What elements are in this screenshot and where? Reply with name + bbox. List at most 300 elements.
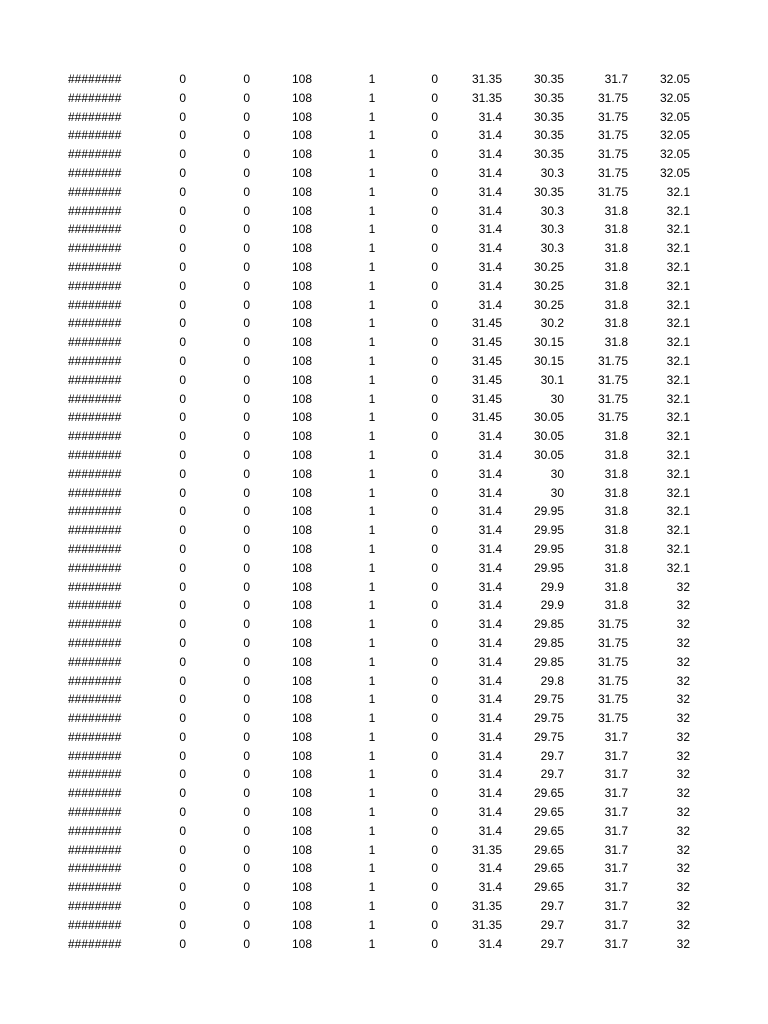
table-cell: 0	[243, 316, 250, 331]
table-cell: 31.8	[604, 579, 628, 594]
table-cell: 30.3	[540, 222, 564, 237]
table-cell: 0	[431, 222, 438, 237]
table-cell: 0	[431, 861, 438, 876]
table-cell: 29.9	[540, 579, 564, 594]
table-cell: 30.1	[540, 372, 564, 387]
table-cell: 0	[179, 541, 186, 556]
table-row	[0, 634, 768, 653]
table-cell: 31.4	[478, 936, 502, 951]
table-cell: 30.3	[540, 165, 564, 180]
table-cell: 0	[243, 523, 250, 538]
table-cell: 31.4	[478, 278, 502, 293]
table-row	[0, 427, 768, 446]
table-cell: 108	[291, 899, 313, 914]
table-cell: 0	[243, 222, 250, 237]
table-cell: 0	[179, 523, 186, 538]
table-cell: 0	[431, 410, 438, 425]
table-cell: 0	[243, 673, 250, 688]
table-cell: 1	[368, 504, 376, 519]
table-row	[0, 164, 768, 183]
table-cell: 31.75	[597, 711, 628, 726]
table-row	[0, 803, 768, 822]
table-cell: 0	[179, 673, 186, 688]
table-cell: 0	[431, 109, 438, 124]
table-cell: 0	[431, 165, 438, 180]
table-cell: 32.05	[659, 165, 690, 180]
table-cell: 32	[676, 748, 690, 763]
table-cell: 0	[431, 429, 438, 444]
table-cell: 108	[291, 391, 313, 406]
table-cell: 1	[368, 128, 376, 143]
table-cell: 31.4	[478, 128, 502, 143]
table-cell: 0	[431, 447, 438, 462]
overflow-date-cell: ########	[68, 410, 122, 425]
table-cell: 0	[179, 147, 186, 162]
table-cell: 0	[243, 880, 250, 895]
table-cell: 0	[243, 184, 250, 199]
table-cell: 31.75	[597, 109, 628, 124]
table-cell: 0	[179, 504, 186, 519]
table-cell: 32	[676, 805, 690, 820]
table-cell: 0	[179, 278, 186, 293]
table-cell: 0	[243, 711, 250, 726]
table-cell: 32.1	[666, 447, 690, 462]
table-cell: 0	[179, 729, 186, 744]
table-cell: 108	[291, 560, 313, 575]
table-cell: 0	[243, 278, 250, 293]
table-cell: 0	[431, 541, 438, 556]
table-cell: 108	[291, 861, 313, 876]
table-cell: 32.05	[659, 128, 690, 143]
table-cell: 0	[179, 692, 186, 707]
table-row	[0, 935, 768, 954]
table-row	[0, 239, 768, 258]
table-cell: 0	[179, 560, 186, 575]
table-cell: 0	[179, 654, 186, 669]
table-cell: 108	[291, 72, 313, 86]
table-cell: 31.75	[597, 617, 628, 632]
table-cell: 31.4	[478, 147, 502, 162]
table-cell: 108	[291, 748, 313, 763]
table-cell: 0	[431, 372, 438, 387]
table-cell: 1	[368, 711, 376, 726]
table-cell: 0	[243, 353, 250, 368]
table-row	[0, 202, 768, 221]
table-cell: 31.7	[604, 899, 628, 914]
table-row	[0, 709, 768, 728]
overflow-date-cell: ########	[68, 90, 122, 105]
overflow-date-cell: ########	[68, 391, 122, 406]
table-cell: 0	[243, 617, 250, 632]
table-cell: 31.7	[604, 880, 628, 895]
table-cell: 108	[291, 711, 313, 726]
table-cell: 31.4	[478, 297, 502, 312]
table-cell: 32.1	[666, 316, 690, 331]
table-cell: 31.75	[597, 654, 628, 669]
table-cell: 0	[179, 90, 186, 105]
table-cell: 31.8	[604, 203, 628, 218]
table-cell: 29.7	[540, 767, 564, 782]
table-row	[0, 70, 768, 89]
table-cell: 31.4	[478, 203, 502, 218]
table-cell: 30.35	[533, 147, 564, 162]
table-cell: 31.4	[478, 805, 502, 820]
table-cell: 1	[368, 617, 376, 632]
table-cell: 1	[368, 372, 376, 387]
table-cell: 0	[243, 203, 250, 218]
table-row	[0, 183, 768, 202]
table-row	[0, 89, 768, 108]
table-cell: 1	[368, 541, 376, 556]
table-cell: 108	[291, 90, 313, 105]
table-cell: 108	[291, 372, 313, 387]
table-cell: 0	[179, 861, 186, 876]
table-cell: 32	[676, 786, 690, 801]
table-cell: 0	[431, 72, 438, 86]
table-cell: 1	[368, 466, 376, 481]
table-cell: 31.8	[604, 316, 628, 331]
table-cell: 0	[179, 72, 186, 86]
table-row	[0, 333, 768, 352]
table-cell: 108	[291, 767, 313, 782]
table-cell: 1	[368, 184, 376, 199]
table-cell: 1	[368, 278, 376, 293]
table-cell: 0	[243, 541, 250, 556]
table-cell: 1	[368, 316, 376, 331]
table-cell: 31.4	[478, 259, 502, 274]
table-cell: 31.75	[597, 635, 628, 650]
table-cell: 32.1	[666, 222, 690, 237]
overflow-date-cell: ########	[68, 560, 122, 575]
table-cell: 31.75	[597, 147, 628, 162]
table-cell: 0	[243, 504, 250, 519]
table-cell: 1	[368, 767, 376, 782]
table-cell: 31.75	[597, 165, 628, 180]
overflow-date-cell: ########	[68, 523, 122, 538]
table-cell: 1	[368, 692, 376, 707]
table-row	[0, 672, 768, 691]
table-cell: 32.1	[666, 372, 690, 387]
table-cell: 0	[179, 786, 186, 801]
table-row	[0, 728, 768, 747]
table-cell: 0	[243, 147, 250, 162]
table-cell: 30.25	[533, 259, 564, 274]
table-cell: 0	[179, 165, 186, 180]
table-cell: 32	[676, 579, 690, 594]
overflow-date-cell: ########	[68, 748, 122, 763]
table-cell: 32	[676, 617, 690, 632]
table-cell: 1	[368, 899, 376, 914]
table-cell: 0	[179, 203, 186, 218]
table-cell: 31.35	[471, 72, 502, 86]
table-row	[0, 559, 768, 578]
table-row	[0, 371, 768, 390]
table-cell: 0	[179, 391, 186, 406]
table-row	[0, 596, 768, 615]
table-cell: 0	[243, 729, 250, 744]
table-cell: 108	[291, 222, 313, 237]
table-cell: 30.3	[540, 203, 564, 218]
table-cell: 0	[179, 485, 186, 500]
table-cell: 31.75	[597, 391, 628, 406]
table-cell: 108	[291, 241, 313, 256]
table-cell: 0	[431, 560, 438, 575]
table-cell: 32	[676, 598, 690, 613]
overflow-date-cell: ########	[68, 917, 122, 932]
overflow-date-cell: ########	[68, 899, 122, 914]
table-cell: 29.7	[540, 748, 564, 763]
table-cell: 1	[368, 410, 376, 425]
table-cell: 31.4	[478, 447, 502, 462]
table-cell: 0	[431, 692, 438, 707]
table-cell: 0	[179, 222, 186, 237]
overflow-date-cell: ########	[68, 165, 122, 180]
table-cell: 1	[368, 485, 376, 500]
table-cell: 32.1	[666, 278, 690, 293]
table-cell: 108	[291, 523, 313, 538]
table-cell: 31.4	[478, 523, 502, 538]
table-cell: 0	[179, 316, 186, 331]
table-cell: 0	[243, 654, 250, 669]
table-cell: 31.7	[604, 748, 628, 763]
table-cell: 0	[179, 917, 186, 932]
table-cell: 32.1	[666, 410, 690, 425]
table-cell: 0	[243, 72, 250, 86]
table-cell: 1	[368, 72, 376, 86]
table-cell: 108	[291, 410, 313, 425]
table-cell: 31.8	[604, 447, 628, 462]
overflow-date-cell: ########	[68, 711, 122, 726]
table-cell: 32.1	[666, 241, 690, 256]
overflow-date-cell: ########	[68, 466, 122, 481]
table-cell: 0	[431, 823, 438, 838]
table-cell: 108	[291, 447, 313, 462]
table-cell: 0	[179, 899, 186, 914]
table-cell: 31.8	[604, 335, 628, 350]
table-cell: 32	[676, 823, 690, 838]
table-cell: 0	[431, 767, 438, 782]
table-cell: 31.8	[604, 541, 628, 556]
table-row	[0, 145, 768, 164]
table-cell: 32	[676, 861, 690, 876]
table-cell: 0	[431, 880, 438, 895]
table-cell: 0	[243, 429, 250, 444]
table-cell: 0	[431, 673, 438, 688]
overflow-date-cell: ########	[68, 297, 122, 312]
table-row	[0, 841, 768, 860]
table-row	[0, 408, 768, 427]
table-cell: 108	[291, 485, 313, 500]
table-cell: 1	[368, 353, 376, 368]
table-cell: 1	[368, 861, 376, 876]
table-cell: 31.4	[478, 748, 502, 763]
table-cell: 0	[431, 297, 438, 312]
table-cell: 29.75	[533, 729, 564, 744]
table-cell: 31.4	[478, 861, 502, 876]
overflow-date-cell: ########	[68, 823, 122, 838]
table-cell: 0	[431, 842, 438, 857]
table-cell: 30.25	[533, 278, 564, 293]
table-cell: 1	[368, 729, 376, 744]
table-row	[0, 878, 768, 897]
table-cell: 31.75	[597, 184, 628, 199]
table-cell: 108	[291, 635, 313, 650]
table-cell: 0	[431, 617, 438, 632]
table-cell: 31.4	[478, 504, 502, 519]
table-cell: 31.75	[597, 410, 628, 425]
table-cell: 31.7	[604, 861, 628, 876]
table-cell: 108	[291, 842, 313, 857]
overflow-date-cell: ########	[68, 729, 122, 744]
table-cell: 0	[431, 147, 438, 162]
table-cell: 29.95	[533, 541, 564, 556]
table-cell: 32.1	[666, 429, 690, 444]
table-cell: 1	[368, 147, 376, 162]
table-cell: 32.05	[659, 72, 690, 86]
table-cell: 32.05	[659, 109, 690, 124]
table-cell: 108	[291, 936, 313, 951]
overflow-date-cell: ########	[68, 335, 122, 350]
table-cell: 31.4	[478, 617, 502, 632]
table-cell: 31.4	[478, 466, 502, 481]
table-cell: 31.75	[597, 692, 628, 707]
overflow-date-cell: ########	[68, 880, 122, 895]
table-cell: 31.4	[478, 222, 502, 237]
table-row	[0, 897, 768, 916]
table-cell: 0	[431, 278, 438, 293]
table-cell: 30.35	[533, 128, 564, 143]
table-cell: 0	[243, 786, 250, 801]
table-cell: 31.7	[604, 823, 628, 838]
table-cell: 0	[179, 767, 186, 782]
table-cell: 1	[368, 560, 376, 575]
table-cell: 29.85	[533, 617, 564, 632]
table-cell: 0	[243, 391, 250, 406]
overflow-date-cell: ########	[68, 447, 122, 462]
table-cell: 29.75	[533, 711, 564, 726]
table-cell: 31.4	[478, 635, 502, 650]
overflow-date-cell: ########	[68, 109, 122, 124]
table-cell: 0	[179, 711, 186, 726]
table-cell: 108	[291, 109, 313, 124]
table-cell: 0	[179, 880, 186, 895]
table-cell: 29.9	[540, 598, 564, 613]
table-row	[0, 484, 768, 503]
table-cell: 31.8	[604, 560, 628, 575]
table-cell: 1	[368, 654, 376, 669]
table-cell: 32.1	[666, 485, 690, 500]
table-cell: 30	[550, 391, 564, 406]
table-row	[0, 352, 768, 371]
table-cell: 31.4	[478, 654, 502, 669]
table-cell: 1	[368, 673, 376, 688]
overflow-date-cell: ########	[68, 184, 122, 199]
table-cell: 0	[243, 335, 250, 350]
table-cell: 108	[291, 917, 313, 932]
table-row	[0, 747, 768, 766]
table-cell: 31.35	[471, 842, 502, 857]
overflow-date-cell: ########	[68, 541, 122, 556]
table-cell: 0	[431, 241, 438, 256]
table-cell: 108	[291, 184, 313, 199]
table-cell: 32	[676, 673, 690, 688]
table-cell: 0	[243, 861, 250, 876]
table-cell: 30.15	[533, 335, 564, 350]
overflow-date-cell: ########	[68, 147, 122, 162]
table-cell: 0	[431, 579, 438, 594]
table-cell: 29.85	[533, 654, 564, 669]
table-cell: 31.4	[478, 673, 502, 688]
table-cell: 29.65	[533, 842, 564, 857]
table-cell: 0	[179, 936, 186, 951]
table-cell: 1	[368, 90, 376, 105]
table-cell: 32.1	[666, 184, 690, 199]
table-cell: 1	[368, 842, 376, 857]
table-cell: 0	[431, 466, 438, 481]
table-row	[0, 521, 768, 540]
table-row	[0, 446, 768, 465]
table-cell: 0	[179, 466, 186, 481]
table-cell: 31.75	[597, 128, 628, 143]
table-cell: 1	[368, 635, 376, 650]
table-cell: 31.4	[478, 429, 502, 444]
table-cell: 32.05	[659, 90, 690, 105]
table-cell: 30.35	[533, 72, 564, 86]
table-cell: 1	[368, 786, 376, 801]
table-cell: 0	[243, 936, 250, 951]
table-cell: 108	[291, 316, 313, 331]
table-cell: 32	[676, 635, 690, 650]
table-cell: 0	[243, 90, 250, 105]
table-cell: 108	[291, 805, 313, 820]
table-cell: 29.95	[533, 523, 564, 538]
table-cell: 108	[291, 429, 313, 444]
table-cell: 0	[243, 579, 250, 594]
table-cell: 31.8	[604, 259, 628, 274]
table-cell: 31.4	[478, 880, 502, 895]
table-cell: 108	[291, 278, 313, 293]
table-cell: 108	[291, 692, 313, 707]
overflow-date-cell: ########	[68, 72, 122, 86]
overflow-date-cell: ########	[68, 936, 122, 951]
table-cell: 0	[243, 635, 250, 650]
overflow-date-cell: ########	[68, 504, 122, 519]
table-cell: 0	[431, 786, 438, 801]
table-cell: 29.75	[533, 692, 564, 707]
table-cell: 108	[291, 259, 313, 274]
table-cell: 0	[431, 128, 438, 143]
table-cell: 0	[243, 466, 250, 481]
table-cell: 31.4	[478, 560, 502, 575]
table-cell: 0	[243, 560, 250, 575]
table-row	[0, 690, 768, 709]
table-cell: 1	[368, 805, 376, 820]
table-cell: 0	[243, 692, 250, 707]
table-cell: 31.45	[471, 353, 502, 368]
overflow-date-cell: ########	[68, 617, 122, 632]
table-cell: 31.8	[604, 429, 628, 444]
table-row	[0, 859, 768, 878]
table-cell: 108	[291, 880, 313, 895]
table-cell: 0	[179, 748, 186, 763]
table-cell: 30.2	[540, 316, 564, 331]
table-cell: 0	[243, 748, 250, 763]
table-cell: 29.95	[533, 504, 564, 519]
table-cell: 0	[431, 316, 438, 331]
table-cell: 31.4	[478, 579, 502, 594]
table-cell: 0	[179, 429, 186, 444]
table-cell: 1	[368, 917, 376, 932]
